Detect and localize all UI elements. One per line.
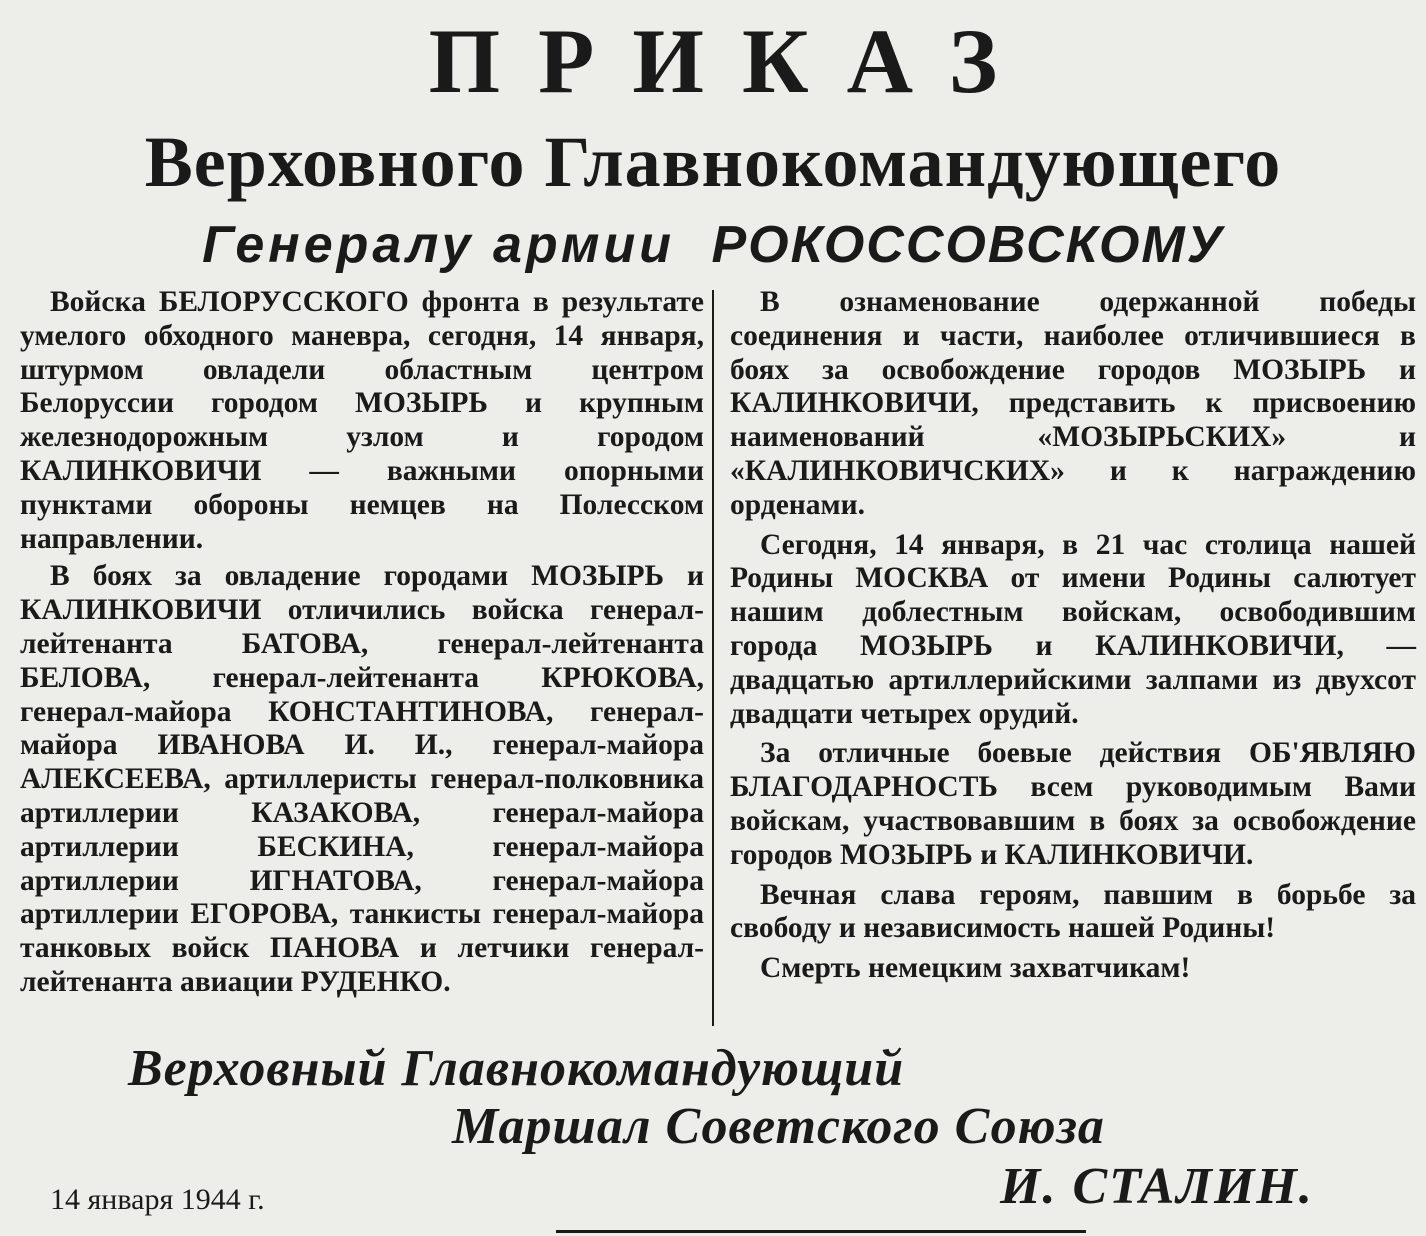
left-column bbox=[20, 286, 704, 1000]
signature-title: Верховный Главнокомандующий bbox=[128, 1040, 905, 1097]
paragraph: В боях за овладение городами МОЗЫРЬ и КАЛИНКОВИЧИ отличились войска генерал-лейтенанта БАТОВА, генерал-лейтенанта БЕЛОВА, генерал-лейтенанта КРЮКОВА, генерал-майора КОНСТАНТИНОВА, генерал-майора ИВАНОВА И. И., генерал-майора АЛЕКСЕЕВА, артиллеристы генерал-полковника артиллерии КАЗАКОВА, генерал-майора артиллерии БЕСКИНА, генерал-майора артиллерии ИГНАТОВА, генерал-майора артиллерии ЕГОРОВА, танкисты генерал-майора танковых войск ПАНОВА и летчики генерал-лейтенанта авиации РУДЕНКО. bbox=[20, 560, 704, 998]
signature-name: И. СТАЛИН. bbox=[1000, 1158, 1314, 1215]
document-subtitle: Верховного Главнокомандующего bbox=[144, 122, 1282, 202]
addressee bbox=[0, 212, 1426, 278]
signature-rank: Маршал Советского Союза bbox=[452, 1098, 1105, 1155]
paragraph: Войска БЕЛОРУССКОГО фронта в результате умелого обходного маневра, сегодня, 14 января, штурмом овладели областным центром Белоруссии городом МОЗЫРЬ и крупным железнодорожным узлом и городом КАЛИНКОВИЧИ — важными опорными пунктами обороны немцев на Полесском направлении. bbox=[20, 286, 704, 555]
document-title: ПРИКАЗ bbox=[428, 10, 1036, 112]
paragraph: Сегодня, 14 января, в 21 час столица нашей Родины МОСКВА от имени Родины салютует нашим доблестным войскам, освободившим города МОЗЫРЬ и КАЛИНКОВИЧИ, — двадцатью артиллерийскими залпами из двухсот двадцати четырех орудий. bbox=[730, 528, 1416, 730]
bottom-rule bbox=[556, 1230, 1086, 1233]
paragraph: За отличные боевые действия ОБ'ЯВЛЯЮ БЛАГОДАРНОСТЬ всем руководимым Вами войскам, участвовавшим в боях за освобождение городов МОЗЫРЬ и КАЛИНКОВИЧИ. bbox=[730, 737, 1416, 871]
paragraph: Смерть немецким захватчикам! bbox=[760, 952, 1191, 985]
addressee-name: РОКОССОВСКОМУ bbox=[711, 216, 1224, 274]
document-date: 14 января 1944 г. bbox=[50, 1183, 265, 1216]
paragraph: Вечная слава героям, павшим в борьбе за свободу и независимость нашей Родины! bbox=[730, 878, 1416, 945]
addressee-rank: Генералу армии bbox=[202, 216, 675, 274]
paragraph: В ознаменование одержанной победы соединения и части, наиболее отличившиеся в боях за освобождение городов МОЗЫРЬ и КАЛИНКОВИЧИ, представить к присвоению наименований «МОЗЫРЬСКИХ» и «КАЛИНКОВИЧСКИХ» и к награждению орденами. bbox=[730, 286, 1416, 521]
column-divider bbox=[712, 290, 714, 1026]
right-column bbox=[730, 286, 1416, 986]
